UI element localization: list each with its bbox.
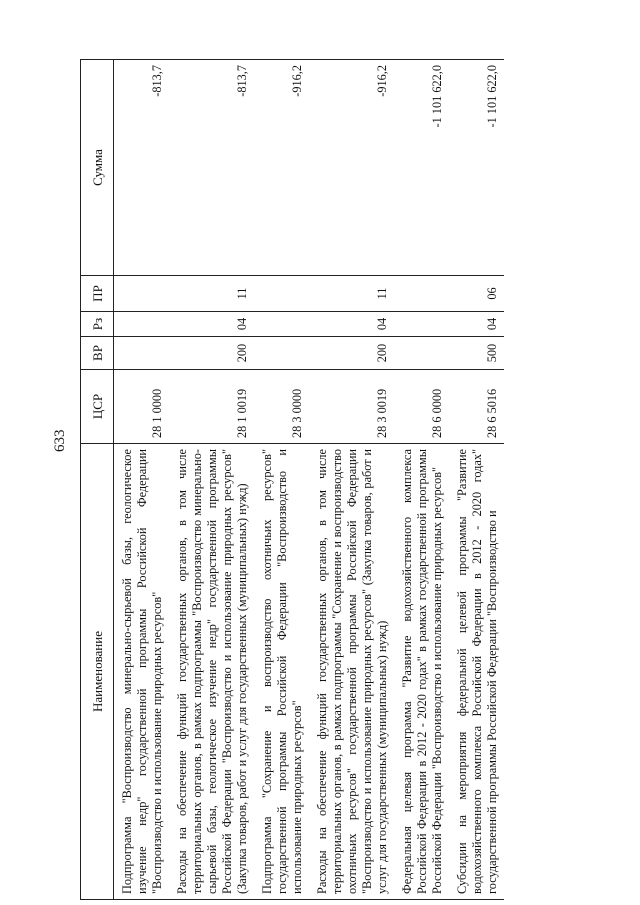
- cell-amount: -916,2: [309, 60, 394, 276]
- cell-pr: [254, 276, 309, 312]
- cell-csr: 28 1 0019: [169, 370, 254, 444]
- cell-vr: [254, 337, 309, 370]
- header-rz: Рз: [81, 312, 114, 337]
- table-row: [449, 60, 504, 900]
- cell-rz: [254, 312, 309, 337]
- cell-rz: 04: [309, 312, 394, 337]
- cell-vr: 500: [449, 337, 504, 370]
- cell-pr: [114, 276, 170, 312]
- rotated-page-content: [80, 60, 600, 900]
- cell-rz: 04: [169, 312, 254, 337]
- cell-name: Подпрограмма "Сохранение и воспроизводство охотничьих ресурсов" государственной программы Российской Федерации "Воспроизводство и использование природных ресурсов": [254, 444, 309, 900]
- cell-csr: 28 1 0000: [114, 370, 170, 444]
- cell-name: Подпрограмма "Воспроизводство минерально-сырьевой базы, геологическое изучение недр" государственной программы Российской Федерации "Воспроизводство и использование природных ресурсов": [114, 444, 170, 900]
- cell-csr: 28 6 5016: [449, 370, 504, 444]
- cell-csr: 28 3 0019: [309, 370, 394, 444]
- cell-amount: -813,7: [114, 60, 170, 276]
- cell-csr: 28 3 0000: [254, 370, 309, 444]
- cell-vr: [114, 337, 170, 370]
- cell-rz: [394, 312, 449, 337]
- cell-name: Субсидии на мероприятия федеральной целевой программы "Развитие водохозяйственного комплекса Российской Федерации в 2012 - 2020 годах" государственной программы Российской Федерации "Воспроизводство и: [449, 444, 504, 900]
- table-row: [309, 60, 394, 900]
- cell-pr: 11: [169, 276, 254, 312]
- header-amount: Сумма: [81, 60, 114, 276]
- cell-csr: 28 6 0000: [394, 370, 449, 444]
- cell-name: Расходы на обеспечение функций государственных органов, в том числе территориальных органов, в рамках подпрограммы "Воспроизводство минерально-сырьевой базы, геологическое изучение недр" государственной программы Российской Федерации "Воспроизводство и использование природных ресурсов" (Закупка товаров, работ и услуг для государственных (муниципальных) нужд): [169, 444, 254, 900]
- header-name: Наименование: [81, 444, 114, 900]
- table-row: [394, 60, 449, 900]
- cell-vr: 200: [309, 337, 394, 370]
- cell-amount: -1 101 622,0: [449, 60, 504, 276]
- table-body: [114, 60, 505, 900]
- cell-pr: 06: [449, 276, 504, 312]
- budget-table: [80, 59, 504, 900]
- header-pr: ПР: [81, 276, 114, 312]
- cell-amount: -813,7: [169, 60, 254, 276]
- table-row: [114, 60, 170, 900]
- cell-rz: 04: [449, 312, 504, 337]
- header-vr: ВР: [81, 337, 114, 370]
- table-row: [254, 60, 309, 900]
- cell-name: Федеральная целевая программа "Развитие водохозяйственного комплекса Российской Федерации в 2012 - 2020 годах" в рамках государственной программы Российской Федерации "Воспроизводство и использование природных ресурсов": [394, 444, 449, 900]
- header-csr: ЦСР: [81, 370, 114, 444]
- cell-vr: 200: [169, 337, 254, 370]
- cell-name: Расходы на обеспечение функций государственных органов, в том числе территориальных органов, в рамках подпрограммы "Сохранение и воспроизводство охотничьих ресурсов" государственной программы Российской Федерации "Воспроизводство и использование природных ресурсов" (Закупка товаров, работ и услуг для государственных (муниципальных) нужд): [309, 444, 394, 900]
- header-row: [81, 60, 114, 900]
- cell-vr: [394, 337, 449, 370]
- cell-pr: [394, 276, 449, 312]
- cell-amount: -916,2: [254, 60, 309, 276]
- cell-pr: 11: [309, 276, 394, 312]
- cell-amount: -1 101 622,0: [394, 60, 449, 276]
- cell-rz: [114, 312, 170, 337]
- page-number: 633: [52, 429, 68, 452]
- table-row: [169, 60, 254, 900]
- table-header: [81, 60, 114, 900]
